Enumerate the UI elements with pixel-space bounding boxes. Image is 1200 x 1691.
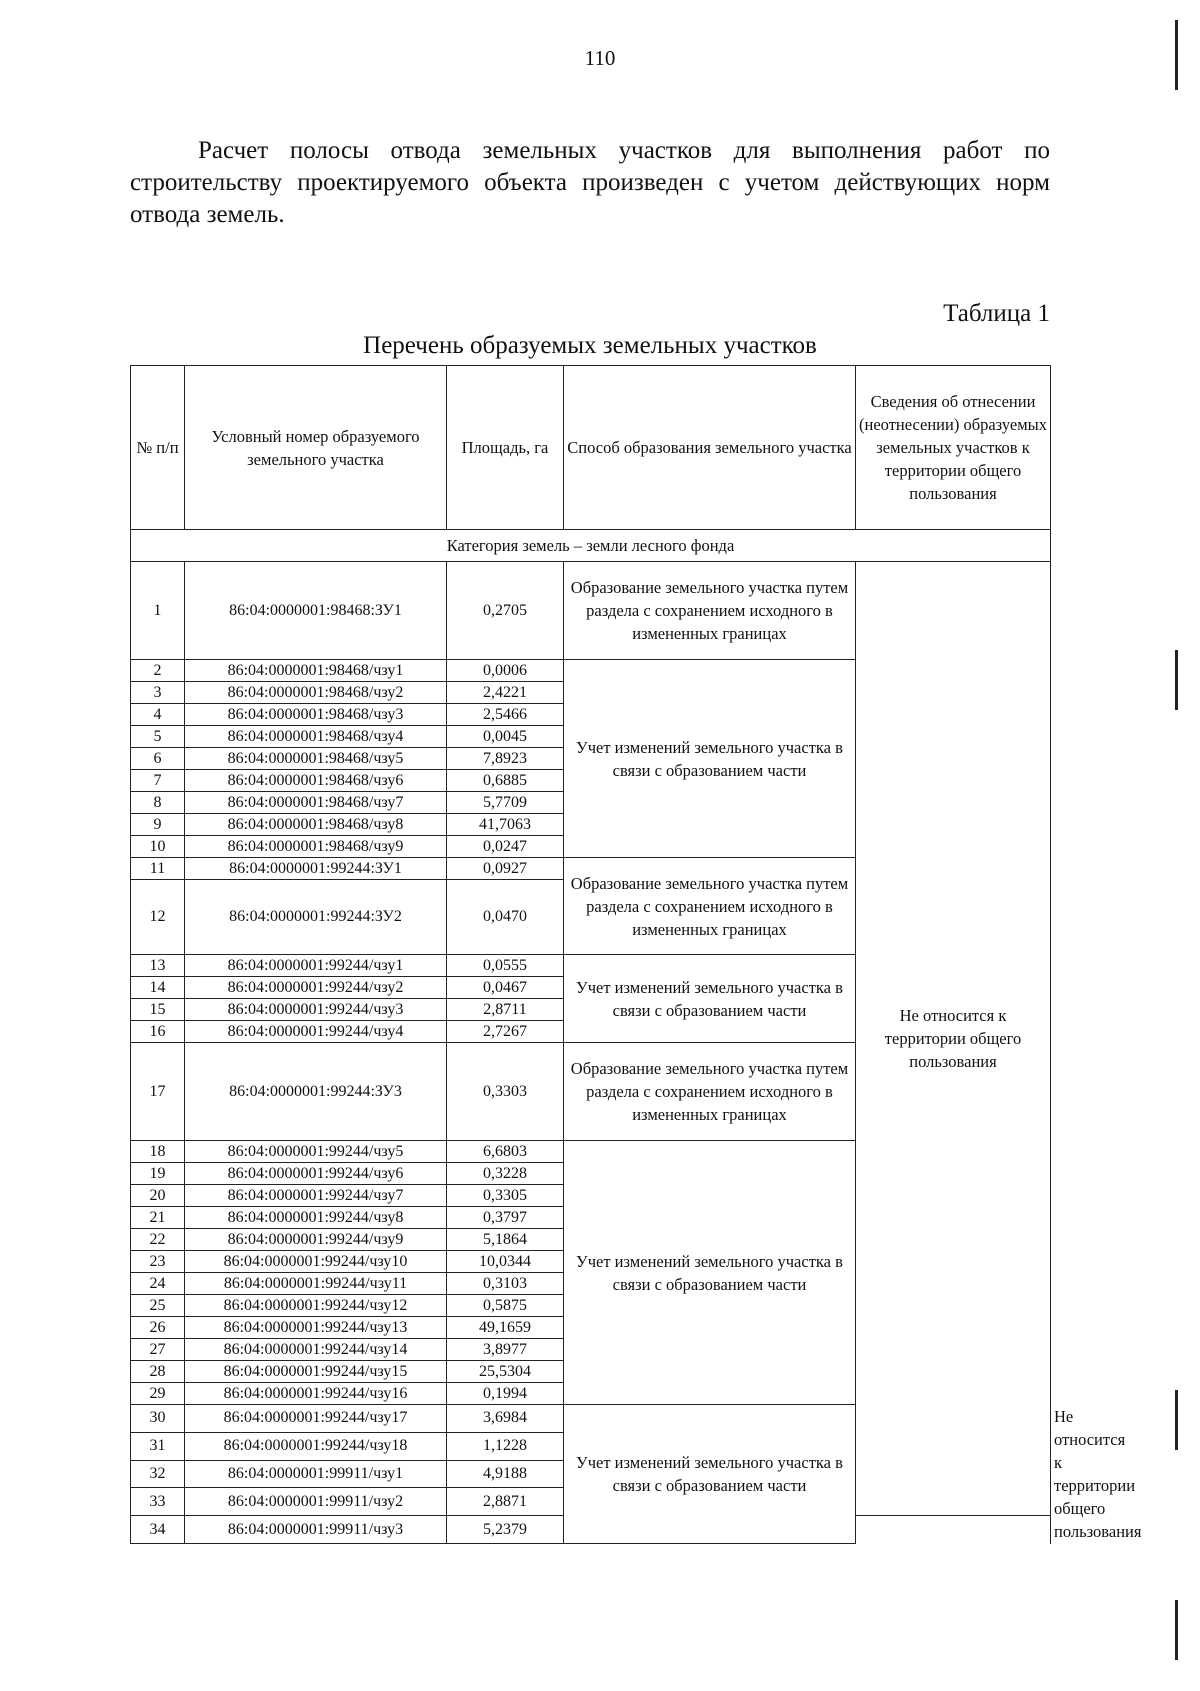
row-cadastral-number: 86:04:0000001:99244/чзу7 bbox=[185, 1185, 447, 1207]
row-num: 26 bbox=[131, 1317, 185, 1339]
row-num: 23 bbox=[131, 1251, 185, 1273]
row-num: 20 bbox=[131, 1185, 185, 1207]
row-method: Учет изменений земельного участка в связи с образованием части bbox=[564, 1141, 856, 1405]
row-cadastral-number: 86:04:0000001:98468/чзу5 bbox=[185, 748, 447, 770]
row-cadastral-number: 86:04:0000001:99911/чзу3 bbox=[185, 1516, 447, 1544]
category-label: Категория земель – земли лесного фонда bbox=[131, 530, 1051, 562]
row-area: 2,8711 bbox=[447, 999, 564, 1021]
row-cadastral-number: 86:04:0000001:98468/чзу2 bbox=[185, 682, 447, 704]
row-area: 10,0344 bbox=[447, 1251, 564, 1273]
row-method: Учет изменений земельного участка в связи с образованием части bbox=[564, 660, 856, 858]
row-area: 5,1864 bbox=[447, 1229, 564, 1251]
row-cadastral-number: 86:04:0000001:98468/чзу8 bbox=[185, 814, 447, 836]
row-area: 4,9188 bbox=[447, 1460, 564, 1488]
row-cadastral-number: 86:04:0000001:99244:ЗУ2 bbox=[185, 880, 447, 955]
row-area: 1,1228 bbox=[447, 1432, 564, 1460]
row-num: 29 bbox=[131, 1383, 185, 1405]
row-num: 18 bbox=[131, 1141, 185, 1163]
row-area: 0,1994 bbox=[447, 1383, 564, 1405]
row-area: 49,1659 bbox=[447, 1317, 564, 1339]
row-num: 30 bbox=[131, 1405, 185, 1433]
row-area: 2,5466 bbox=[447, 704, 564, 726]
row-cadastral-number: 86:04:0000001:98468/чзу4 bbox=[185, 726, 447, 748]
row-area: 0,3103 bbox=[447, 1273, 564, 1295]
row-cadastral-number: 86:04:0000001:99244/чзу5 bbox=[185, 1141, 447, 1163]
row-area: 0,3228 bbox=[447, 1163, 564, 1185]
table-title: Перечень образуемых земельных участков bbox=[363, 332, 817, 359]
table-label: Таблица 1 bbox=[943, 300, 1050, 327]
row-num: 2 bbox=[131, 660, 185, 682]
row-area: 0,5875 bbox=[447, 1295, 564, 1317]
row-area: 41,7063 bbox=[447, 814, 564, 836]
row-area: 0,0927 bbox=[447, 858, 564, 880]
row-area: 2,4221 bbox=[447, 682, 564, 704]
row-area: 3,8977 bbox=[447, 1339, 564, 1361]
row-area: 0,0045 bbox=[447, 726, 564, 748]
row-num: 21 bbox=[131, 1207, 185, 1229]
row-num: 27 bbox=[131, 1339, 185, 1361]
row-area: 0,0555 bbox=[447, 955, 564, 977]
row-cadastral-number: 86:04:0000001:99244/чзу4 bbox=[185, 1021, 447, 1043]
row-area: 0,3797 bbox=[447, 1207, 564, 1229]
scan-edge-mark bbox=[1175, 20, 1178, 90]
row-num: 10 bbox=[131, 836, 185, 858]
row-num: 13 bbox=[131, 955, 185, 977]
row-area: 0,2705 bbox=[447, 562, 564, 660]
row-area: 0,3303 bbox=[447, 1043, 564, 1141]
row-area: 5,7709 bbox=[447, 792, 564, 814]
row-num: 11 bbox=[131, 858, 185, 880]
row-cadastral-number: 86:04:0000001:99244/чзу1 bbox=[185, 955, 447, 977]
row-cadastral-number: 86:04:0000001:98468/чзу6 bbox=[185, 770, 447, 792]
row-num: 7 bbox=[131, 770, 185, 792]
row-num: 6 bbox=[131, 748, 185, 770]
row-num: 31 bbox=[131, 1432, 185, 1460]
row-area: 3,6984 bbox=[447, 1405, 564, 1433]
land-plots-table bbox=[130, 365, 1142, 1544]
row-cadastral-number: 86:04:0000001:99244/чзу8 bbox=[185, 1207, 447, 1229]
row-num: 4 bbox=[131, 704, 185, 726]
row-num: 28 bbox=[131, 1361, 185, 1383]
header-num: № п/п bbox=[131, 366, 185, 530]
row-num: 1 bbox=[131, 562, 185, 660]
row-cadastral-number: 86:04:0000001:98468/чзу7 bbox=[185, 792, 447, 814]
scan-edge-mark bbox=[1175, 650, 1178, 710]
row-cadastral-number: 86:04:0000001:99244/чзу11 bbox=[185, 1273, 447, 1295]
row-cadastral-number: 86:04:0000001:99244/чзу9 bbox=[185, 1229, 447, 1251]
row-cadastral-number: 86:04:0000001:99244/чзу17 bbox=[185, 1405, 447, 1433]
row-num: 22 bbox=[131, 1229, 185, 1251]
row-num: 34 bbox=[131, 1516, 185, 1544]
row-num: 3 bbox=[131, 682, 185, 704]
row-cadastral-number: 86:04:0000001:99244/чзу15 bbox=[185, 1361, 447, 1383]
row-relation: Не относится к территории общего пользования bbox=[856, 562, 1051, 1516]
row-method: Учет изменений земельного участка в связи с образованием части bbox=[564, 955, 856, 1043]
row-num: 8 bbox=[131, 792, 185, 814]
row-area: 2,8871 bbox=[447, 1488, 564, 1516]
page-number: 110 bbox=[584, 46, 616, 70]
row-cadastral-number: 86:04:0000001:99244/чзу2 bbox=[185, 977, 447, 999]
row-cadastral-number: 86:04:0000001:98468/чзу9 bbox=[185, 836, 447, 858]
row-num: 9 bbox=[131, 814, 185, 836]
category-row bbox=[131, 530, 1051, 562]
row-cadastral-number: 86:04:0000001:99911/чзу1 bbox=[185, 1460, 447, 1488]
row-area: 5,2379 bbox=[447, 1516, 564, 1544]
row-area: 0,0247 bbox=[447, 836, 564, 858]
header-area: Площадь, га bbox=[447, 366, 564, 530]
row-cadastral-number: 86:04:0000001:99244:ЗУ1 bbox=[185, 858, 447, 880]
row-method: Образование земельного участка путем раздела с сохранением исходного в измененных границах bbox=[564, 858, 856, 955]
row-cadastral-number: 86:04:0000001:98468:ЗУ1 bbox=[185, 562, 447, 660]
row-area: 0,3305 bbox=[447, 1185, 564, 1207]
row-area: 7,8923 bbox=[447, 748, 564, 770]
row-area: 0,6885 bbox=[447, 770, 564, 792]
row-num: 25 bbox=[131, 1295, 185, 1317]
table-header-row bbox=[131, 366, 1051, 530]
row-area: 0,0006 bbox=[447, 660, 564, 682]
row-method: Образование земельного участка путем раздела с сохранением исходного в измененных границах bbox=[564, 562, 856, 660]
row-num: 12 bbox=[131, 880, 185, 955]
header-cadastral-number: Условный номер образуемого земельного участка bbox=[185, 366, 447, 530]
row-cadastral-number: 86:04:0000001:98468/чзу1 bbox=[185, 660, 447, 682]
row-num: 32 bbox=[131, 1460, 185, 1488]
row-num: 19 bbox=[131, 1163, 185, 1185]
header-method: Способ образования земельного участка bbox=[564, 366, 856, 530]
row-cadastral-number: 86:04:0000001:99244:ЗУ3 bbox=[185, 1043, 447, 1141]
table-row bbox=[131, 562, 1051, 660]
intro-paragraph: Расчет полосы отвода земельных участков для выполнения работ по строительству проектируемого объекта произведен с учетом действующих норм отвода земель. bbox=[130, 137, 1050, 228]
row-area: 6,6803 bbox=[447, 1141, 564, 1163]
row-cadastral-number: 86:04:0000001:99244/чзу13 bbox=[185, 1317, 447, 1339]
row-num: 24 bbox=[131, 1273, 185, 1295]
row-area: 0,0467 bbox=[447, 977, 564, 999]
row-num: 33 bbox=[131, 1488, 185, 1516]
scan-edge-mark bbox=[1175, 1390, 1178, 1450]
row-method: Учет изменений земельного участка в связи с образованием части bbox=[564, 1405, 856, 1544]
row-num: 17 bbox=[131, 1043, 185, 1141]
scan-edge-mark bbox=[1175, 1600, 1178, 1660]
row-cadastral-number: 86:04:0000001:99244/чзу6 bbox=[185, 1163, 447, 1185]
row-cadastral-number: 86:04:0000001:99911/чзу2 bbox=[185, 1488, 447, 1516]
row-area: 0,0470 bbox=[447, 880, 564, 955]
header-relation: Сведения об отнесении (неотнесении) образуемых земельных участков к территории общего пользования bbox=[856, 366, 1051, 530]
row-area: 2,7267 bbox=[447, 1021, 564, 1043]
row-cadastral-number: 86:04:0000001:99244/чзу14 bbox=[185, 1339, 447, 1361]
row-cadastral-number: 86:04:0000001:99244/чзу10 bbox=[185, 1251, 447, 1273]
row-num: 14 bbox=[131, 977, 185, 999]
row-cadastral-number: 86:04:0000001:99244/чзу18 bbox=[185, 1432, 447, 1460]
row-cadastral-number: 86:04:0000001:98468/чзу3 bbox=[185, 704, 447, 726]
row-cadastral-number: 86:04:0000001:99244/чзу16 bbox=[185, 1383, 447, 1405]
table-row: 30 86:04:0000001:99244/чзу17 3,6984 Учет изменений земельного участка в связи с образованием части Не относится к территории общего пользования bbox=[131, 1405, 1051, 1433]
row-method: Образование земельного участка путем раздела с сохранением исходного в измененных границах bbox=[564, 1043, 856, 1141]
row-cadastral-number: 86:04:0000001:99244/чзу12 bbox=[185, 1295, 447, 1317]
row-num: 16 bbox=[131, 1021, 185, 1043]
row-num: 5 bbox=[131, 726, 185, 748]
row-num: 15 bbox=[131, 999, 185, 1021]
row-cadastral-number: 86:04:0000001:99244/чзу3 bbox=[185, 999, 447, 1021]
row-area: 25,5304 bbox=[447, 1361, 564, 1383]
